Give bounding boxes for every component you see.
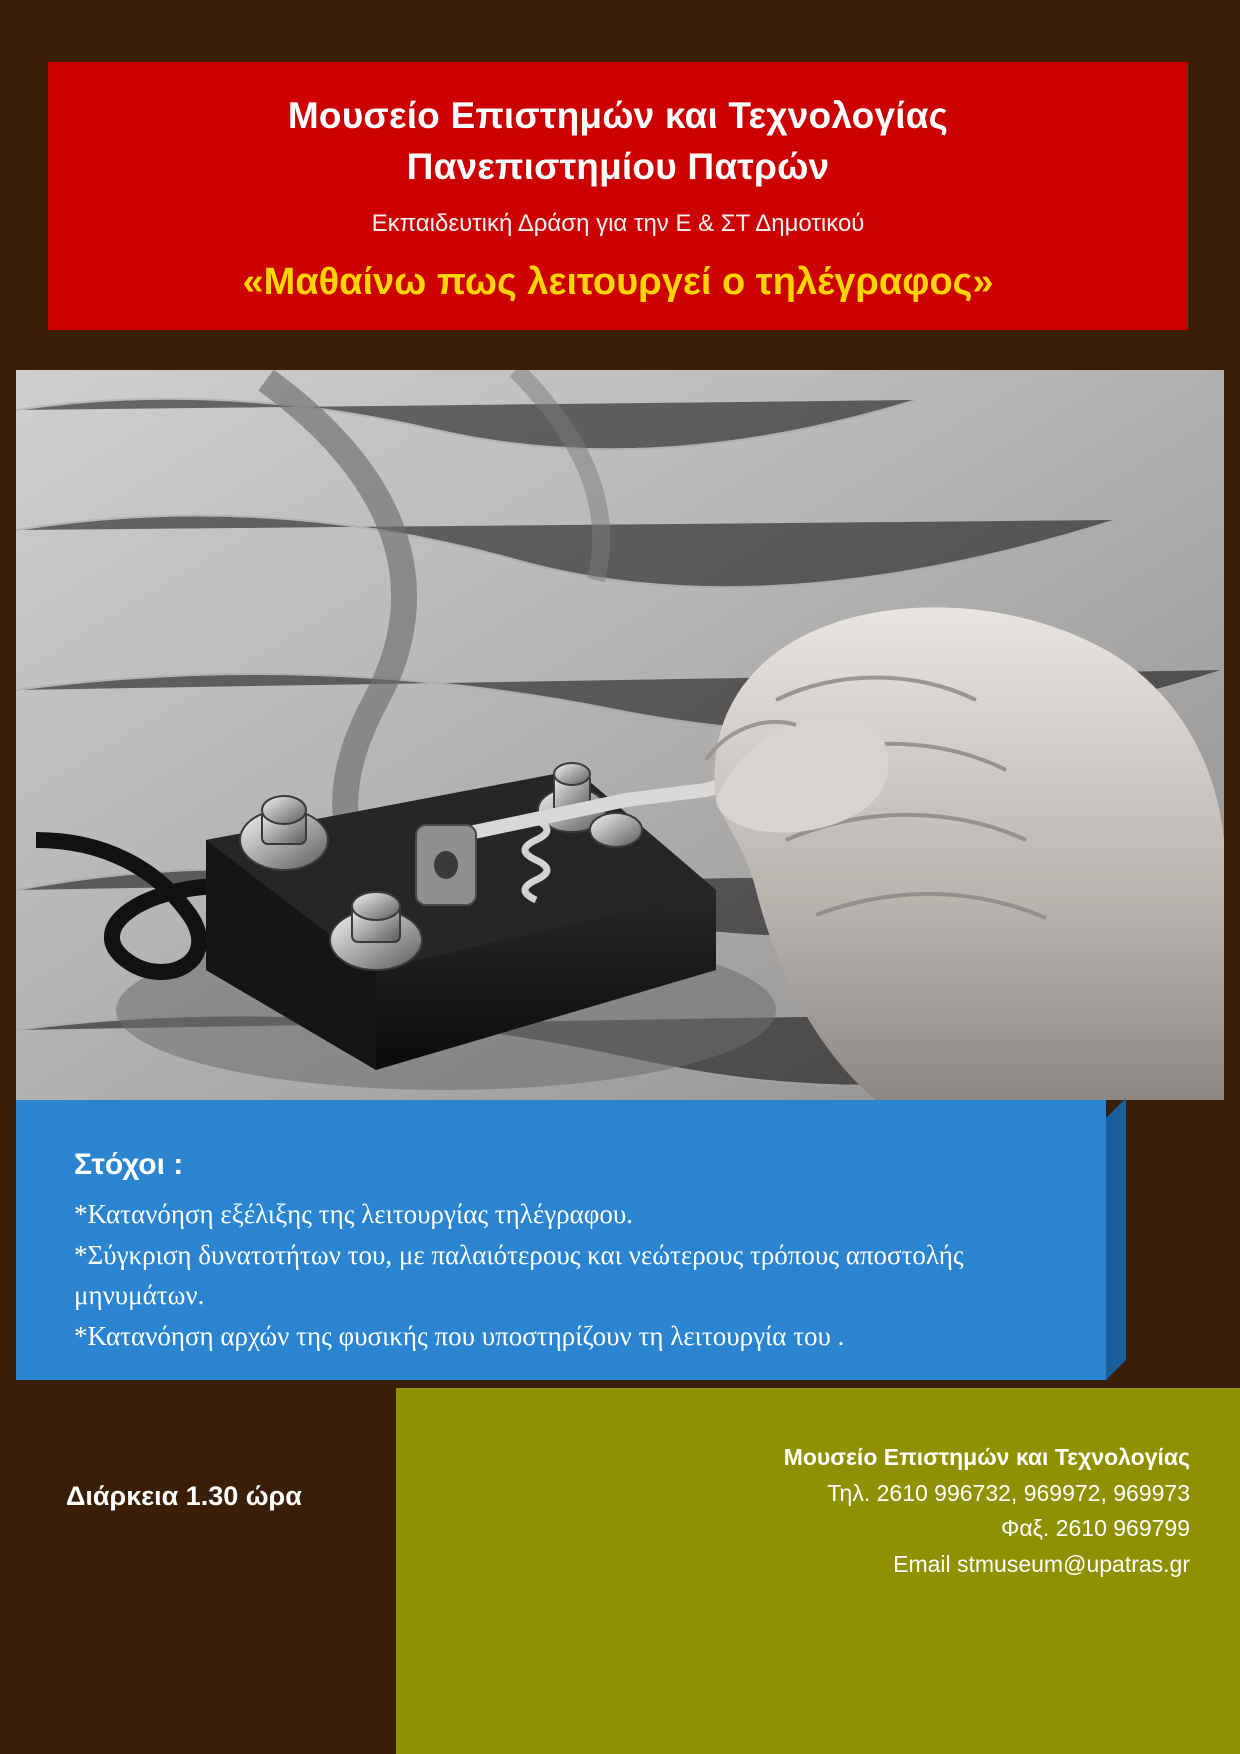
objectives-item: *Σύγκριση δυνατοτήτων του, με παλαιότερους και νεώτερους τρόπους αποστολής μηνυμάτων. <box>74 1239 964 1310</box>
objectives-block <box>16 1100 1106 1380</box>
objectives-title: Στόχοι : <box>74 1148 184 1181</box>
photo-illustration <box>16 370 1224 1100</box>
footer-left-panel <box>0 1380 396 1754</box>
contact-museum-name: Μουσείο Επιστημών και Τεχνολογίας <box>783 1444 1190 1470</box>
contact-fax: Φαξ. 2610 969799 <box>1000 1515 1190 1542</box>
contact-phone: Τηλ. 2610 996732, 969972, 969973 <box>827 1479 1190 1506</box>
contact-block <box>396 1388 1240 1754</box>
header-quote-title: «Μαθαίνω πως λειτουργεί ο τηλέγραφος» <box>242 261 994 304</box>
header-banner <box>48 62 1188 330</box>
objectives-item: *Κατανόηση αρχών της φυσικής που υποστηρίζουν τη λειτουργία του . <box>74 1320 845 1351</box>
telegraph-key-photo <box>16 370 1224 1100</box>
objectives-item: *Κατανόηση εξέλιξης της λειτουργίας τηλέγραφου. <box>74 1199 633 1229</box>
museum-title-line2: Πανεπιστημίου Πατρών <box>406 146 830 188</box>
header-subtitle: Εκπαιδευτική Δράση για την Ε & ΣΤ Δημοτικού <box>371 210 865 238</box>
contact-email: Email stmuseum@upatras.gr <box>893 1550 1190 1577</box>
duration-label: Διάρκεια 1.30 ώρα <box>66 1481 302 1511</box>
blue-block-shadow <box>1106 1098 1126 1380</box>
museum-title-line1: Μουσείο Επιστημών και Τεχνολογίας <box>287 95 949 136</box>
